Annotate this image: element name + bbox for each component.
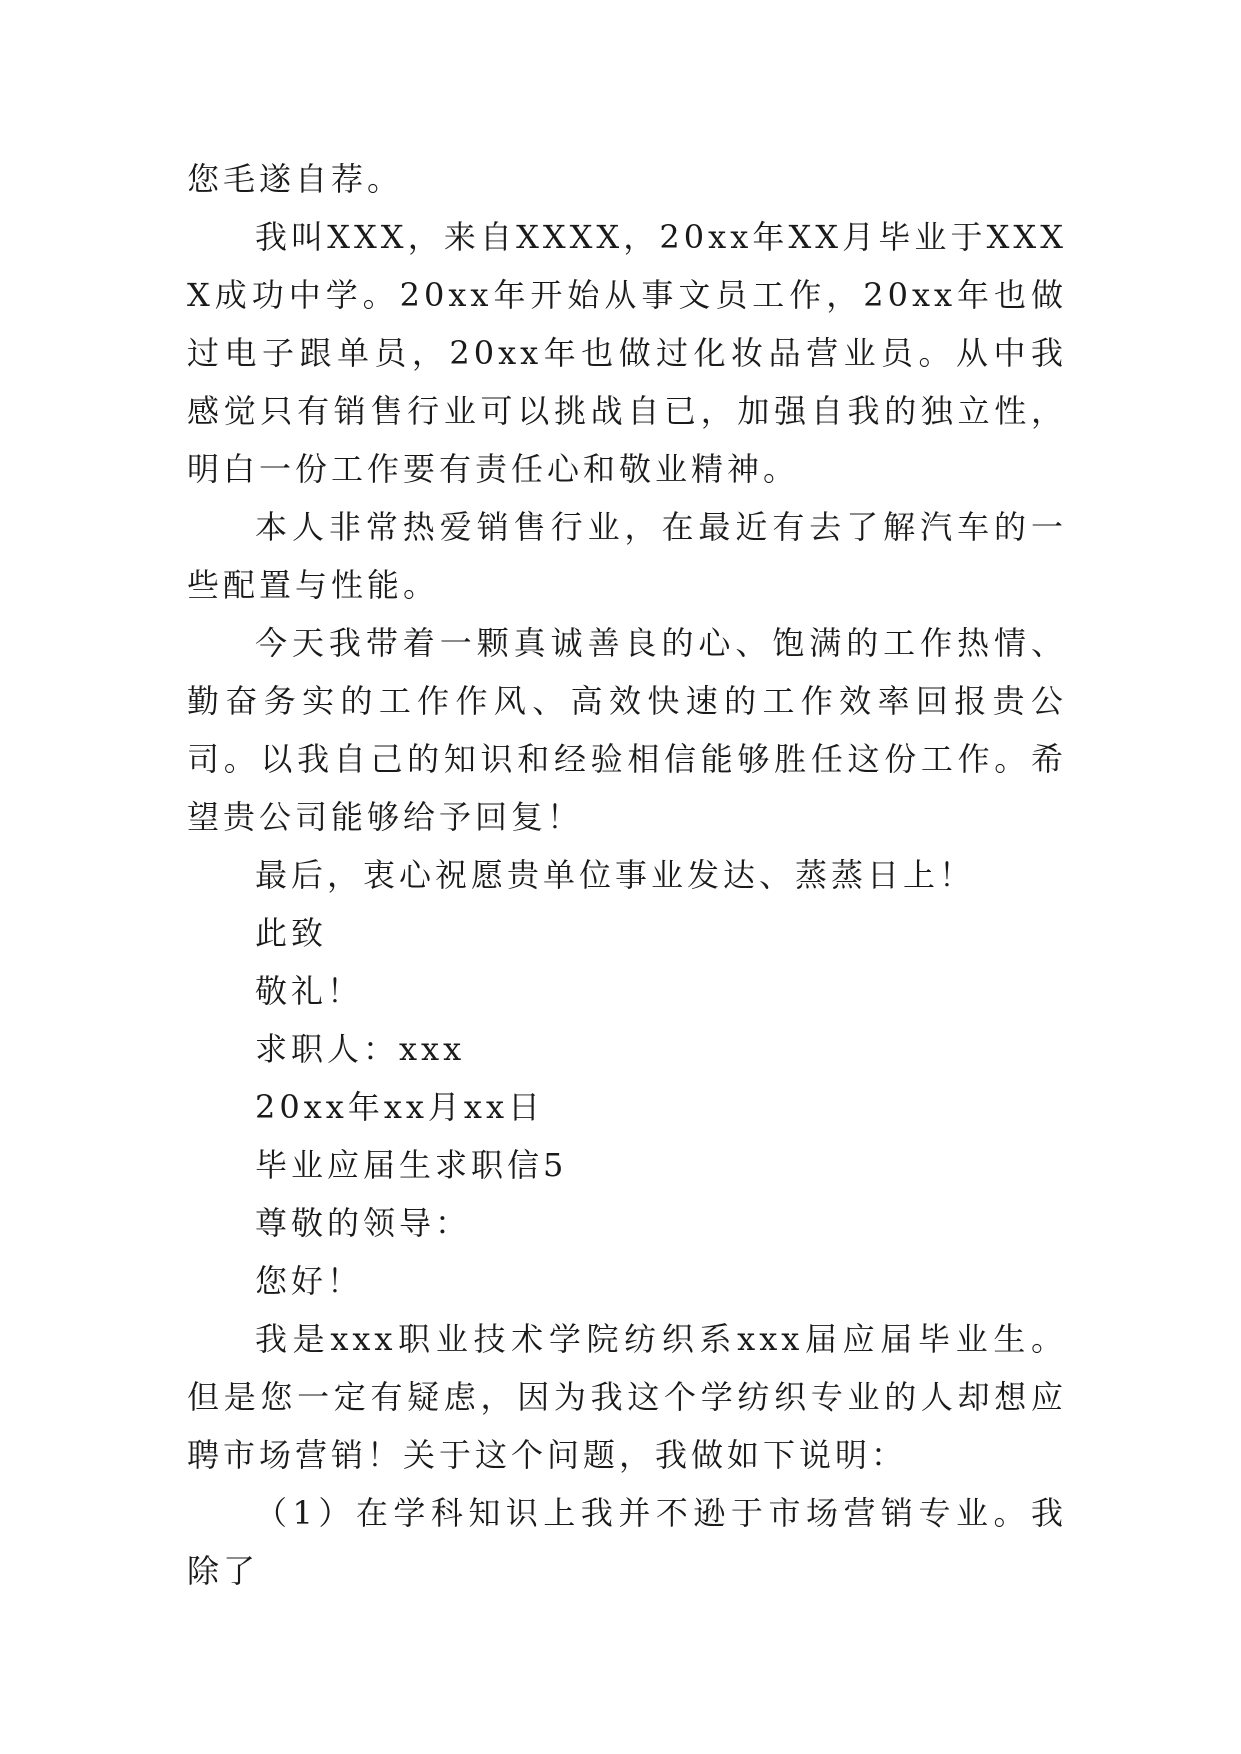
paragraph: 您毛遂自荐。 (187, 160, 404, 198)
section-heading: 毕业应届生求职信5 (255, 1146, 568, 1184)
paragraph: 今天我带着一颗真诚善良的心、饱满的工作热情、勤奋务实的工作作风、高效快速的工作效率回报贵公司。以我自己的知识和经验相信能够胜任这份工作。希望贵公司能够给予回复！ (187, 624, 1067, 836)
document-body (187, 150, 1067, 1600)
letter-date: 20xx年xx月xx日 (255, 1088, 545, 1126)
paragraph: 我叫XXX，来自XXXX，20xx年XX月毕业于XXXX成功中学。20xx年开始从事文员工作，20xx年也做过电子跟单员，20xx年也做过化妆品营业员。从中我感觉只有销售行业可以挑战自已，加强自我的独立性，明白一份工作要有责任心和敬业精神。 (187, 218, 1067, 488)
greeting: 您好！ (255, 1262, 364, 1300)
paragraph: 我是xxx职业技术学院纺织系xxx届应届毕业生。但是您一定有疑虑，因为我这个学纺织专业的人却想应聘市场营销！关于这个问题，我做如下说明： (187, 1320, 1067, 1474)
salutation-closing: 此致 (255, 914, 328, 952)
paragraph: （1）在学科知识上我并不逊于市场营销专业。我除了 (187, 1494, 1067, 1590)
greeting-addressee: 尊敬的领导： (255, 1204, 472, 1242)
paragraph: 本人非常热爱销售行业，在最近有去了解汽车的一些配置与性能。 (187, 508, 1067, 604)
closing-wish: 最后，衷心祝愿贵单位事业发达、蒸蒸日上！ (255, 856, 976, 894)
salutation-regards: 敬礼！ (255, 972, 364, 1010)
applicant-signature: 求职人：xxx (255, 1030, 466, 1068)
